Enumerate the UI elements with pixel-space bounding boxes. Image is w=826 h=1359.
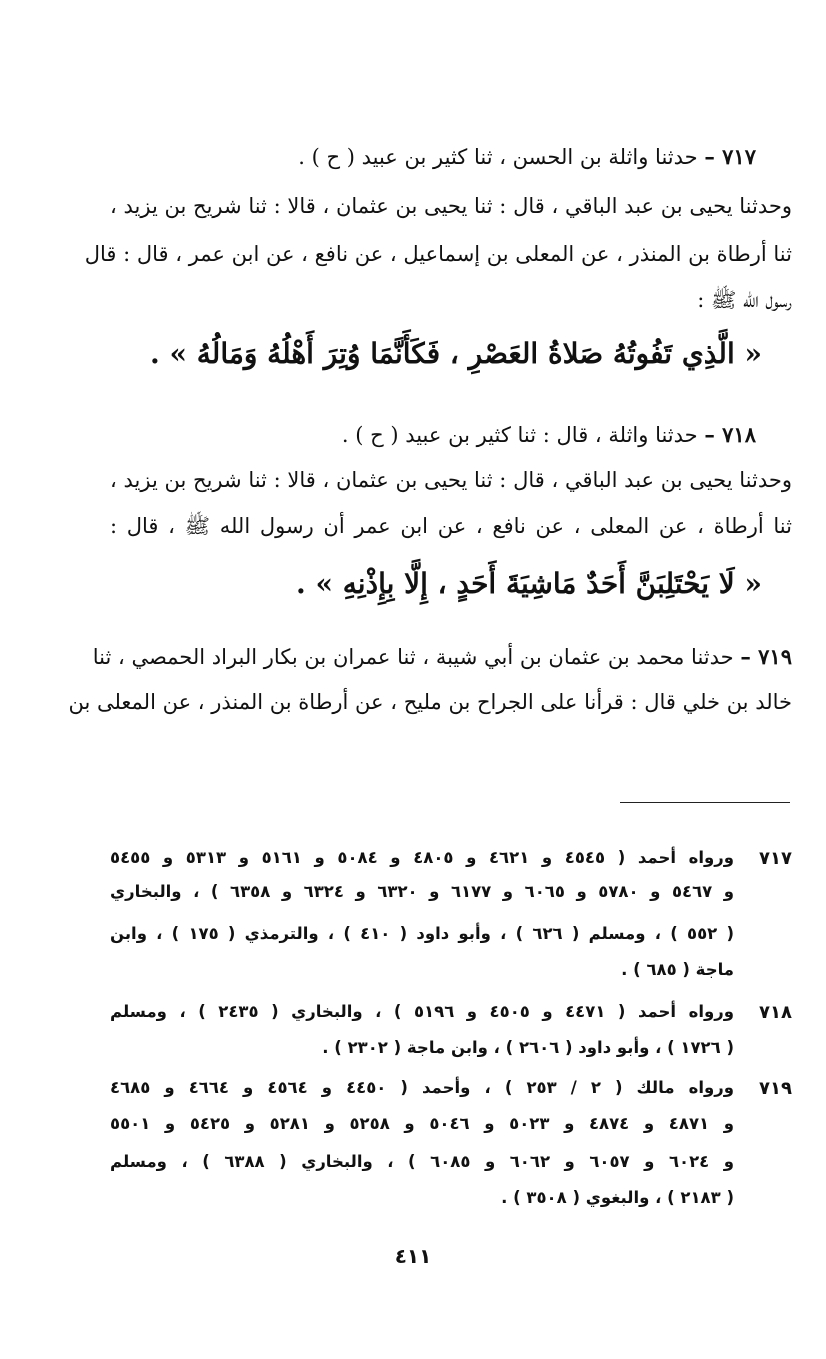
hadith-718-number: ٧١٨ – [704, 422, 756, 447]
hadith-717-line-2: وحدثنا يحيى بن عبد الباقي ، قال : ثنا يحيى بن عثمان ، قالا : ثنا شريح بن يزيد ، [110, 194, 792, 218]
footnote-717-line-3: ( ٥٥٢ ) ، ومسلم ( ٦٢٦ ) ، وأبو داود ( ٤١٠ ) ، والترمذي ( ١٧٥ ) ، وابن [110, 924, 735, 943]
footnote-717-line-2: و ٥٤٦٧ و ٥٧٨٠ و ٦٠٦٥ و ٦١٧٧ و ٦٣٢٠ و ٦٣٢٤ و ٦٣٥٨ ) ، والبخاري [110, 882, 735, 901]
footnote-separator [620, 802, 790, 803]
hadith-717-quote: « الَّذِي تَفُوتُهُ صَلاةُ العَصْرِ ، فَكَأَنَّمَا وُتِرَ أَهْلُهُ وَمَالُهُ » . [150, 337, 762, 370]
hadith-719-line-2: خالد بن خلي قال : قرأنا على الجراح بن مليح ، عن أرطاة بن المنذر ، عن المعلى بن [68, 690, 792, 714]
footnote-719-line-1: ورواه مالك ( ٢ / ٢٥٣ ) ، وأحمد ( ٤٤٥٠ و ٤٥٦٤ و ٤٦٦٤ و ٤٦٨٥ [110, 1078, 735, 1097]
footnote-719-line-2: و ٤٨٧١ و ٤٨٧٤ و ٥٠٢٣ و ٥٠٤٦ و ٥٢٥٨ و ٥٢٨١ و ٥٤٢٥ و ٥٥٠١ [110, 1114, 734, 1133]
footnote-718-line-1: ورواه أحمد ( ٤٤٧١ و ٤٥٠٥ و ٥١٩٦ ) ، والبخاري ( ٢٤٣٥ ) ، ومسلم [110, 1002, 735, 1021]
hadith-718-line-2: وحدثنا يحيى بن عبد الباقي ، قال : ثنا يحيى بن عثمان ، قالا : ثنا شريح بن يزيد ، [110, 468, 792, 492]
footnote-718-number: ٧١٨ [759, 1002, 792, 1023]
footnote-719-line-3: و ٦٠٢٤ و ٦٠٥٧ و ٦٠٦٢ و ٦٠٨٥ ) ، والبخاري ( ٦٣٨٨ ) ، ومسلم [110, 1152, 735, 1171]
footnote-717-number: ٧١٧ [759, 848, 792, 869]
hadith-717-number: ٧١٧ – [704, 144, 756, 169]
footnote-719-line-4: ( ٢١٨٣ ) ، والبغوي ( ٣٥٠٨ ) . [501, 1188, 734, 1207]
page-number: ٤١١ [394, 1244, 432, 1268]
hadith-719-line-1: ٧١٩ – حدثنا محمد بن عثمان بن أبي شيبة ، ثنا عمران بن بكار البراد الحمصي ، ثنا [92, 644, 792, 669]
hadith-718-line-1: ٧١٨ – حدثنا واثلة ، قال : ثنا كثير بن عبيد ( ح ) . [341, 422, 756, 447]
hadith-717-line-1: ٧١٧ – حدثنا واثلة بن الحسن ، ثنا كثير بن عبيد ( ح ) . [298, 144, 756, 169]
footnote-718-line-2: ( ١٧٢٦ ) ، وأبو داود ( ٢٦٠٦ ) ، وابن ماجة ( ٢٣٠٢ ) . [322, 1038, 734, 1057]
hadith-717-line-4: رسول الله ﷺ : [697, 288, 792, 312]
hadith-718-quote: « لَا يَحْتَلِبَنَّ أَحَدٌ مَاشِيَةَ أَحَدٍ ، إِلَّا بِإِذْنِهِ » . [296, 567, 762, 600]
hadith-719-number: ٧١٩ – [740, 644, 792, 669]
footnote-719-number: ٧١٩ [759, 1078, 792, 1099]
hadith-717-line-3: ثنا أرطاة بن المنذر ، عن المعلى بن إسماعيل ، عن نافع ، عن ابن عمر ، قال : قال [84, 242, 792, 266]
footnote-717-line-1: ورواه أحمد ( ٤٥٤٥ و ٤٦٢١ و ٤٨٠٥ و ٥٠٨٤ و ٥١٦١ و ٥٣١٣ و ٥٤٥٥ [110, 848, 735, 867]
hadith-718-line-3: ثنا أرطاة ، عن المعلى ، عن نافع ، عن ابن عمر أن رسول الله ﷺ ، قال : [110, 514, 792, 538]
footnote-717-line-4: ماجة ( ٦٨٥ ) . [621, 960, 734, 979]
